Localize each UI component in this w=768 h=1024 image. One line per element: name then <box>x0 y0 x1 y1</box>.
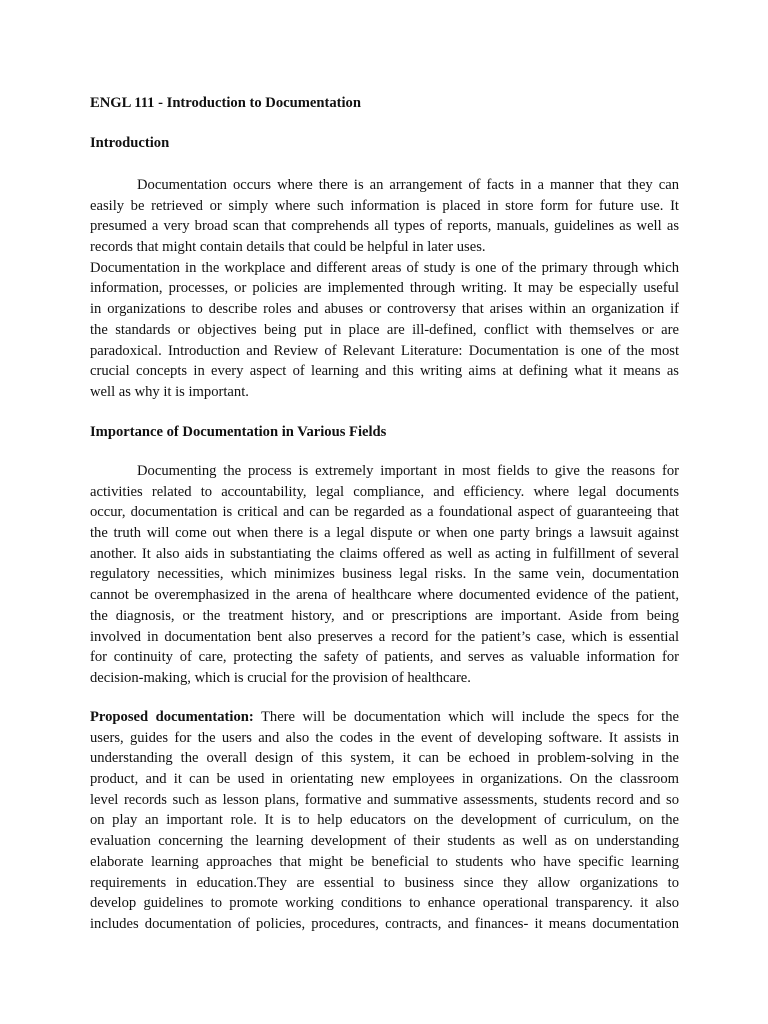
text-line: paradoxical. Introduction and Review of Relevant Literature: Documentation is one of the most <box>90 342 679 359</box>
text-line: presumed a very broad scan that comprehends all types of reports, manuals, guidelines as well as <box>90 218 679 235</box>
text-line: for continuity of care, protecting the safety of patients, and serves as valuable information for <box>90 649 679 666</box>
section-heading-introduction: Introduction <box>90 135 170 151</box>
text-line: requirements in education.They are essential to business since they allow organizations to <box>90 874 679 891</box>
section-heading-importance: Importance of Documentation in Various Fields <box>90 424 387 440</box>
text-line: the truth will come out when there is a legal dispute or when one party brings a lawsuit against <box>90 525 679 542</box>
text-line: develop guidelines to promote working conditions to enhance operational transparency. it also <box>90 895 679 912</box>
text-line: users, guides for the users and also the codes in the event of developing software. It assists in <box>90 729 679 746</box>
text-line: on play an important role. It is to help educators on the development of curriculum, on the <box>90 812 679 829</box>
text-line: understanding the overall design of this system, it can be echoed in problem-solving in the <box>90 750 679 767</box>
text-line: Documenting the process is extremely important in most fields to give the reasons for <box>137 463 679 479</box>
text-line: well as why it is important. <box>90 383 249 400</box>
proposed-documentation-paragraph <box>90 707 679 935</box>
text-line: cannot be overemphasized in the arena of healthcare where documented evidence of the patient, <box>90 587 679 604</box>
text-line: Documentation occurs where there is an arrangement of facts in a manner that they can <box>137 177 679 193</box>
text-line: in organizations to describe roles and abuses or controversy that arises within an organization if <box>90 301 679 318</box>
text-line: level records such as lesson plans, formative and summative assessments, students record and so <box>90 791 679 808</box>
text-line: another. It also aids in substantiating the claims offered as well as acting in fulfillment of several <box>90 545 679 562</box>
document-title: ENGL 111 - Introduction to Documentation <box>90 95 361 111</box>
text-line: the standards or objectives being put in place are ill-defined, conflict with themselves or are <box>90 321 679 338</box>
text-line: regulatory necessities, which minimizes business legal risks. In the same vein, documentation <box>90 566 679 583</box>
text-line <box>90 707 679 728</box>
text-line: evaluation concerning the learning development of their students as well as on understanding <box>90 833 679 850</box>
importance-body <box>90 461 679 689</box>
text-line: elaborate learning approaches that might be beneficial to students who have specific learning <box>90 853 679 870</box>
proposed-lead: Proposed documentation: <box>90 709 254 725</box>
text-line: product, and it can be used in orientating new employees in organizations. On the classroom <box>90 771 679 788</box>
text-line: decision-making, which is crucial for the provision of healthcare. <box>90 669 471 686</box>
text-line: the diagnosis, or the treatment history, and or prescriptions are important. Aside from being <box>90 607 679 624</box>
text-line: Documentation in the workplace and different areas of study is one of the primary through which <box>90 259 679 276</box>
text-span: There will be documentation which will include the specs for the <box>253 709 679 725</box>
text-line: crucial concepts in every aspect of learning and this writing aims at defining what it means as <box>90 363 679 380</box>
text-line: occur, documentation is critical and can be regarded as a foundational aspect of guaranteeing that <box>90 504 679 521</box>
text-line: includes documentation of policies, procedures, contracts, and finances- it means documentation <box>90 915 679 932</box>
text-line: involved in documentation bent also preserves a record for the patient’s case, which is essential <box>90 628 679 645</box>
text-line: activities related to accountability, legal compliance, and efficiency. where legal documents <box>90 483 679 500</box>
text-line: records that might contain details that could be helpful in later uses. <box>90 239 486 256</box>
introduction-body <box>90 175 679 403</box>
text-line: easily be retrieved or simply where such information is placed in store form for future use. It <box>90 197 679 214</box>
text-line: information, processes, or policies are implemented through writing. It may be especially useful <box>90 280 679 297</box>
